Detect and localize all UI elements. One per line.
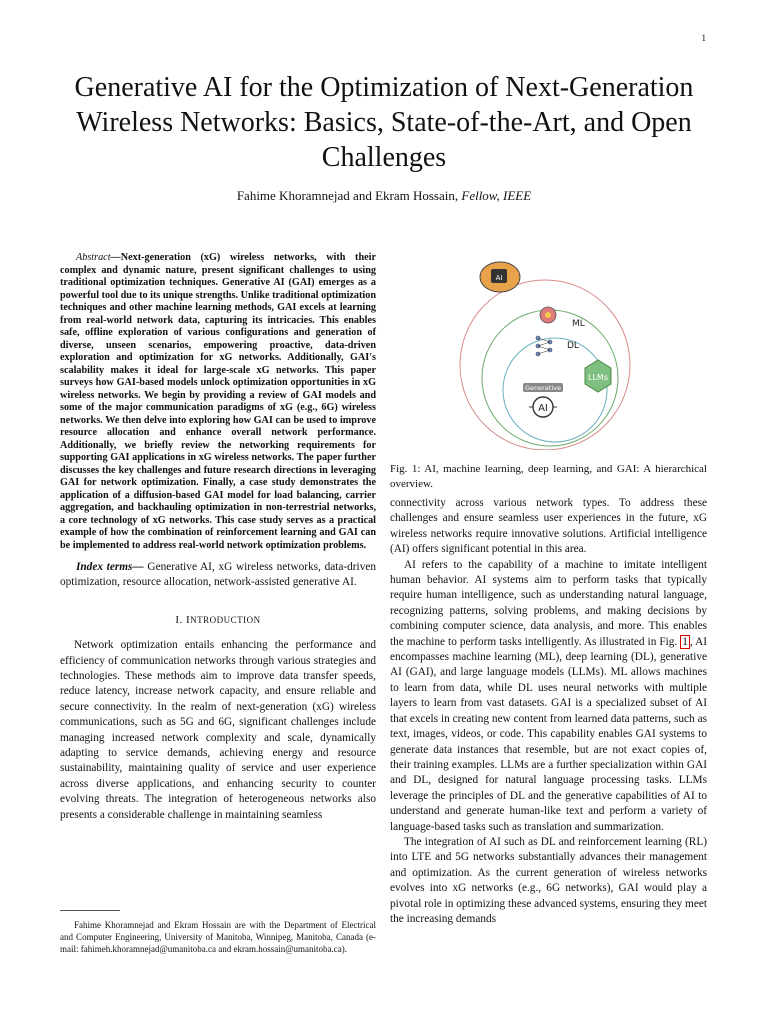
right-paragraph-1: connectivity across various network types. To address these challenges and ensure seamless user experiences in the future, xG wireless networks require innovative solutions. Artificial intelligence (AI) offers significant potential in this area. [390, 497, 707, 556]
ml-label: ML [572, 319, 585, 329]
intro-paragraph: Network optimization entails enhancing the performance and efficiency of communication networks through various strategies and technologies. These methods aim to improve data transfer speeds, reduce latency, increase network capacity, and ensure reliable and secure connectivity. In the realm of next-generation (xG) wireless communications, such as 5G and 6G, significant challenges include managing increased network complexity and scale, dynamically adapting to service demands, achieving energy and resource sustainability, maintaining quality of service and user experience across diverse applications, and enhancing security to counter evolving threats. The integration of heterogeneous networks also presents a considerable challenge in maintaining seamless [60, 639, 376, 821]
figure-caption: Fig. 1: AI, machine learning, deep learning, and GAI: A hierarchical overview. [390, 463, 707, 490]
dl-label: DL [567, 341, 579, 351]
page-number: 1 [701, 33, 706, 43]
brain-ai-icon [480, 262, 520, 292]
abstract-label: Abstract [76, 252, 111, 263]
figure-ai-hierarchy [445, 250, 645, 450]
abstract-text: —Next-generation (xG) wireless networks, with their complex and dynamic nature, present significant challenges to using traditional optimization techniques. Generative AI (GAI) emerges as a powerful tool due to its unique strengths. Unlike traditional optimization techniques and other machine learning methods, GAI excels at learning from real-world network data, capturing its intricacies. This enables safe, offline exploration of various configurations and generation of diverse, unseen scenarios, empowering proactive, data-driven exploration and optimization for xG networks. Additionally, GAI's scalability makes it ideal for large-scale xG networks. This paper surveys how GAI-based models unlock optimization opportunities in xG wireless networks. We begin by providing a review of GAI models and some of the major communication paradigms of xG (e.g., 6G) wireless networks. We then delve into exploring how GAI can be used to improve resource allocation and enhance overall network performance. Additionally, we briefly review the networking requirements for supporting GAI applications in xG wireless networks. The paper further discusses the key challenges and future research directions in leveraging GAI for network optimization. Finally, a case study demonstrates the application of a diffusion-based GAI model for load balancing, carrier aggregation, and backhauling optimization in non-terrestrial networks, a core technology of xG networks. This case study serves as a practical example of how the combination of reinforcement learning and GAI can be implemented to address real-world network optimization problems. [60, 252, 376, 551]
figure-reference-link[interactable]: 1 [682, 635, 688, 648]
generative-ai-label: AI [538, 403, 548, 414]
author-line [60, 188, 708, 204]
right-paragraph-3: The integration of AI such as DL and reinforcement learning (RL) into LTE and 5G networks substantially advances their management and optimization. As the current generation of wireless networks evolves into xG networks (e.g., 6G networks), GAI would play a pivotal role in optimizing these advanced systems, ensuring they meet the increasing demands [390, 835, 707, 925]
svg-text:AI: AI [495, 274, 503, 282]
ml-brain-icon [540, 307, 556, 323]
author-title: Fellow, IEEE [461, 188, 532, 203]
right-column [390, 462, 707, 927]
index-terms-text: Generative AI, xG wireless networks, data-driven optimization, resource allocation, network-assisted generative AI. [60, 561, 377, 589]
footnote: Fahime Khoramnejad and Ekram Hossain are with the Department of Electrical and Computer Engineering, University of Manitoba, Winnipeg, Manitoba, Canada (e-mail: fahimeh.khoramnejad@umanitoba.ca and ekram.hossain@umanitoba.ca). [60, 920, 376, 954]
right-paragraph-2: AI refers to the capability of a machine to imitate intelligent human behavior. AI systems aim to perform tasks that typically require human intelligence, such as understanding natural language, recognizing patterns, solving problems, and making decisions by combining computer science, data analysis, and more. This enables the machine to perform tasks intelligently. As illustrated in Fig. 1 , AI encompasses machine learning (ML), deep learning (DL), generative AI (GAI), and large language models (LLMs). ML allows machines to learn from data, while DL uses neural networks with multiple layers to learn from vast datasets. GAI is a specialized subset of AI that excels in creating new content from learned data patterns, such as text, images, videos, or code. This capability enables GAI systems to generate data instances that resemble, but are not exact copies of, their training examples. LLMs are a further specialization within GAI and DL, designed for natural language processing tasks. LLMs leverage the principles of DL and the generative capabilities of AI to understand and generate human-like text and perform a variety of language-based tasks such as translation and summarization. [390, 558, 708, 833]
llms-label: LLMs [588, 373, 608, 382]
index-terms [60, 560, 376, 591]
footnote-rule [60, 910, 120, 911]
index-terms-label: Index terms— [76, 561, 144, 573]
abstract [60, 252, 376, 552]
author-names: Fahime Khoramnejad and Ekram Hossain, [236, 188, 459, 203]
paper-title: Generative AI for the Optimization of Next-Generation Wireless Networks: Basics, State-of-the-Art, and Open Challenges [74, 72, 694, 173]
generative-label: Generative [524, 384, 562, 392]
section-heading-introduction: I. INTRODUCTION [175, 613, 261, 626]
left-column [60, 252, 376, 823]
